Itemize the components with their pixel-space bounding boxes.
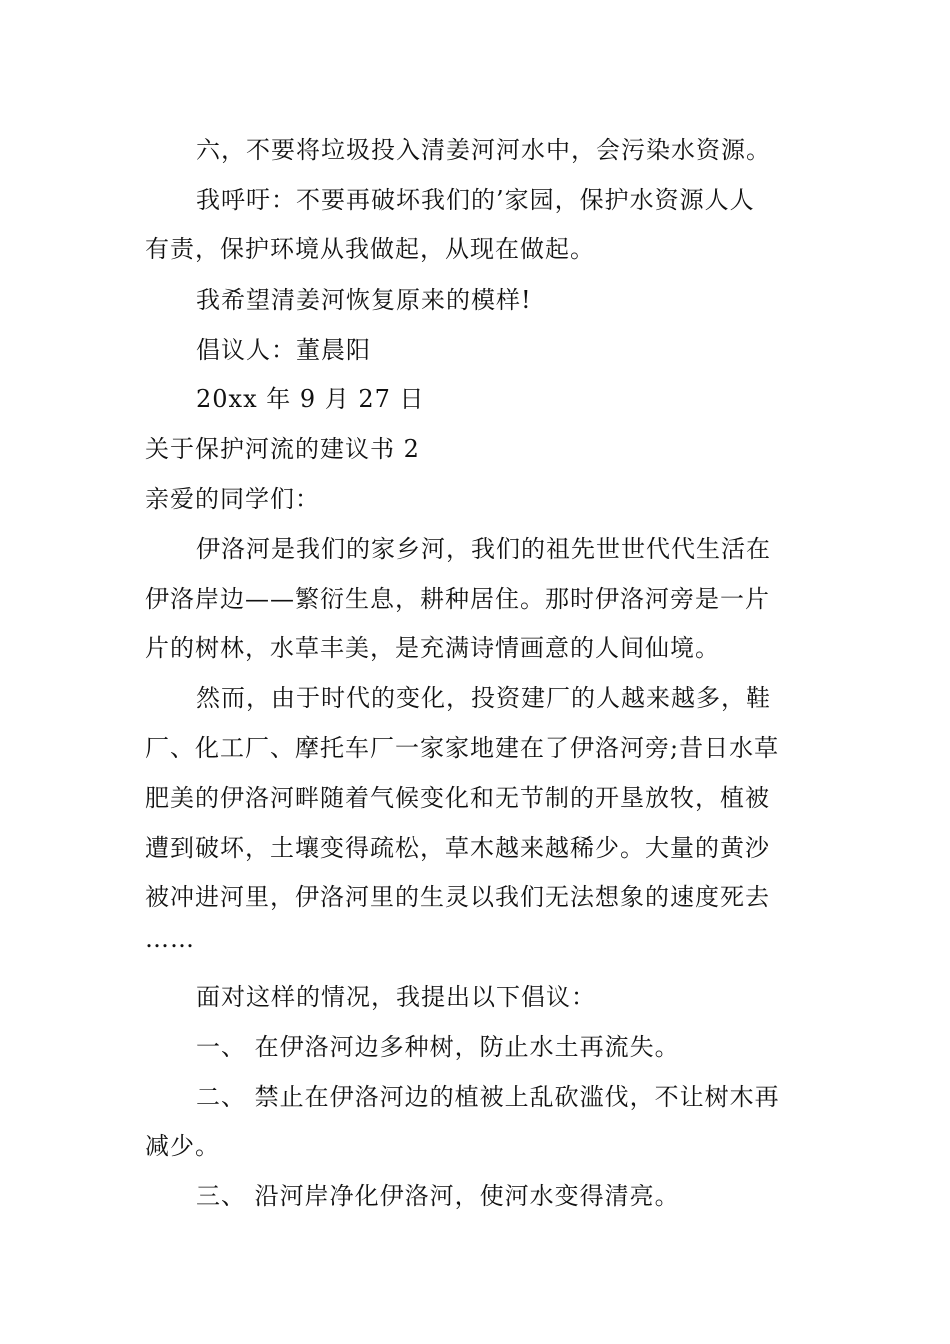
paragraph-line: 肥美的伊洛河畔随着气候变化和无节制的开垦放牧，植被	[145, 784, 770, 812]
salutation: 亲爱的同学们：	[145, 485, 320, 513]
section-title: 关于保护河流的建议书 2	[145, 435, 420, 463]
paragraph-line: 被冲进河里，伊洛河里的生灵以我们无法想象的速度死去	[145, 883, 770, 911]
paragraph-line: 然而，由于时代的变化，投资建厂的人越来越多，鞋	[196, 684, 771, 712]
paragraph-line: 我呼吁：不要再破坏我们的’家园，保护水资源人人	[196, 186, 755, 214]
paragraph-line: 片的树林，水草丰美，是充满诗情画意的人间仙境。	[145, 634, 720, 662]
paragraph-line: 遭到破坏，土壤变得疏松，草木越来越稀少。大量的黄沙	[145, 834, 770, 862]
paragraph-line: 厂、化工厂、摩托车厂一家家地建在了伊洛河旁;昔日水草	[145, 734, 780, 762]
list-item: 二、 禁止在伊洛河边的植被上乱砍滥伐，不让树木再	[196, 1083, 780, 1111]
paragraph-line: 有责，保护环境从我做起，从现在做起。	[145, 235, 595, 263]
paragraph-line: 六，不要将垃圾投入清姜河河水中，会污染水资源。	[196, 136, 771, 164]
paragraph-line: 我希望清姜河恢复原来的模样!	[196, 286, 532, 314]
paragraph-line: 伊洛河是我们的家乡河，我们的祖先世世代代生活在	[196, 535, 771, 563]
list-item-continuation: 减少。	[145, 1132, 220, 1160]
date-line: 20xx 年 9 月 27 日	[196, 385, 425, 413]
signature-line: 倡议人：董晨阳	[196, 336, 371, 364]
paragraph-line: 伊洛岸边——繁衍生息，耕种居住。那时伊洛河旁是一片	[145, 585, 770, 613]
list-item: 三、 沿河岸净化伊洛河，使河水变得清亮。	[196, 1182, 680, 1210]
list-item: 一、 在伊洛河边多种树，防止水土再流失。	[196, 1033, 680, 1061]
paragraph-line: 面对这样的情况，我提出以下倡议：	[196, 983, 596, 1011]
paragraph-line: ……	[145, 925, 195, 953]
